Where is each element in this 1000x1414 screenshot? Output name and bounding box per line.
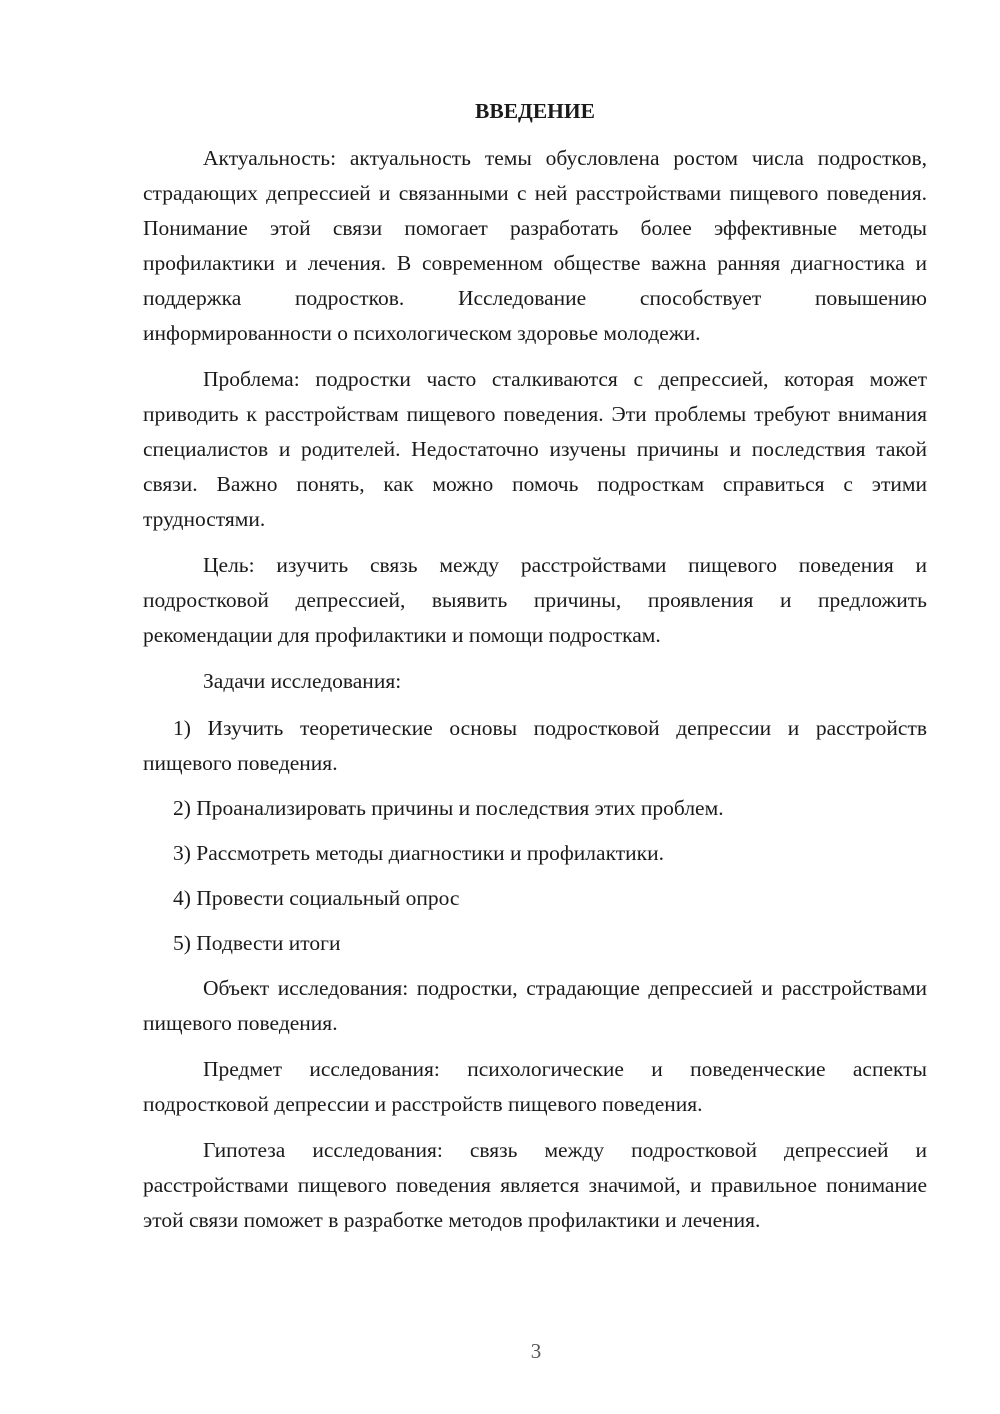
list-item: 2) Проанализировать причины и последствия этих проблем.	[173, 796, 724, 820]
list-item: 5) Подвести итоги	[173, 931, 341, 955]
hypothesis-paragraph: Гипотеза исследования: связь между подростковой депрессией и расстройствами пищевого поведения является значимой, и правильное понимание этой связи поможет в разработке методов профилактики и лечения.	[143, 1138, 927, 1232]
list-item: 1) Изучить теоретические основы подростковой депрессии и расстройств пищевого поведения.	[143, 716, 927, 775]
relevance-paragraph: Актуальность: актуальность темы обусловлена ростом числа подростков, страдающих депрессией и связанными с ней расстройствами пищевого поведения. Понимание этой связи помогает разработать более эффективные методы профилактики и лечения. В современном обществе важна ранняя диагностика и поддержка подростков. Исследование способствует повышению информированности о психологическом здоровье молодежи.	[143, 146, 927, 345]
tasks-list	[143, 711, 927, 961]
list-item: 3) Рассмотреть методы диагностики и профилактики.	[173, 841, 664, 865]
list-item: 4) Провести социальный опрос	[173, 886, 460, 910]
page-content	[143, 94, 927, 1249]
page-number: 3	[530, 1339, 542, 1363]
goal-paragraph: Цель: изучить связь между расстройствами пищевого поведения и подростковой депрессией, выявить причины, проявления и предложить рекомендации для профилактики и помощи подросткам.	[143, 553, 927, 647]
subject-paragraph: Предмет исследования: психологические и поведенческие аспекты подростковой депрессии и расстройств пищевого поведения.	[143, 1057, 927, 1116]
tasks-lead: Задачи исследования:	[203, 669, 402, 693]
problem-paragraph: Проблема: подростки часто сталкиваются с депрессией, которая может приводить к расстройствам пищевого поведения. Эти проблемы требуют внимания специалистов и родителей. Недостаточно изучены причины и последствия такой связи. Важно понять, как можно помочь подросткам справиться с этими трудностями.	[143, 367, 927, 531]
section-heading: ВВЕДЕНИЕ	[475, 99, 595, 123]
object-paragraph: Объект исследования: подростки, страдающие депрессией и расстройствами пищевого поведения.	[143, 976, 927, 1035]
